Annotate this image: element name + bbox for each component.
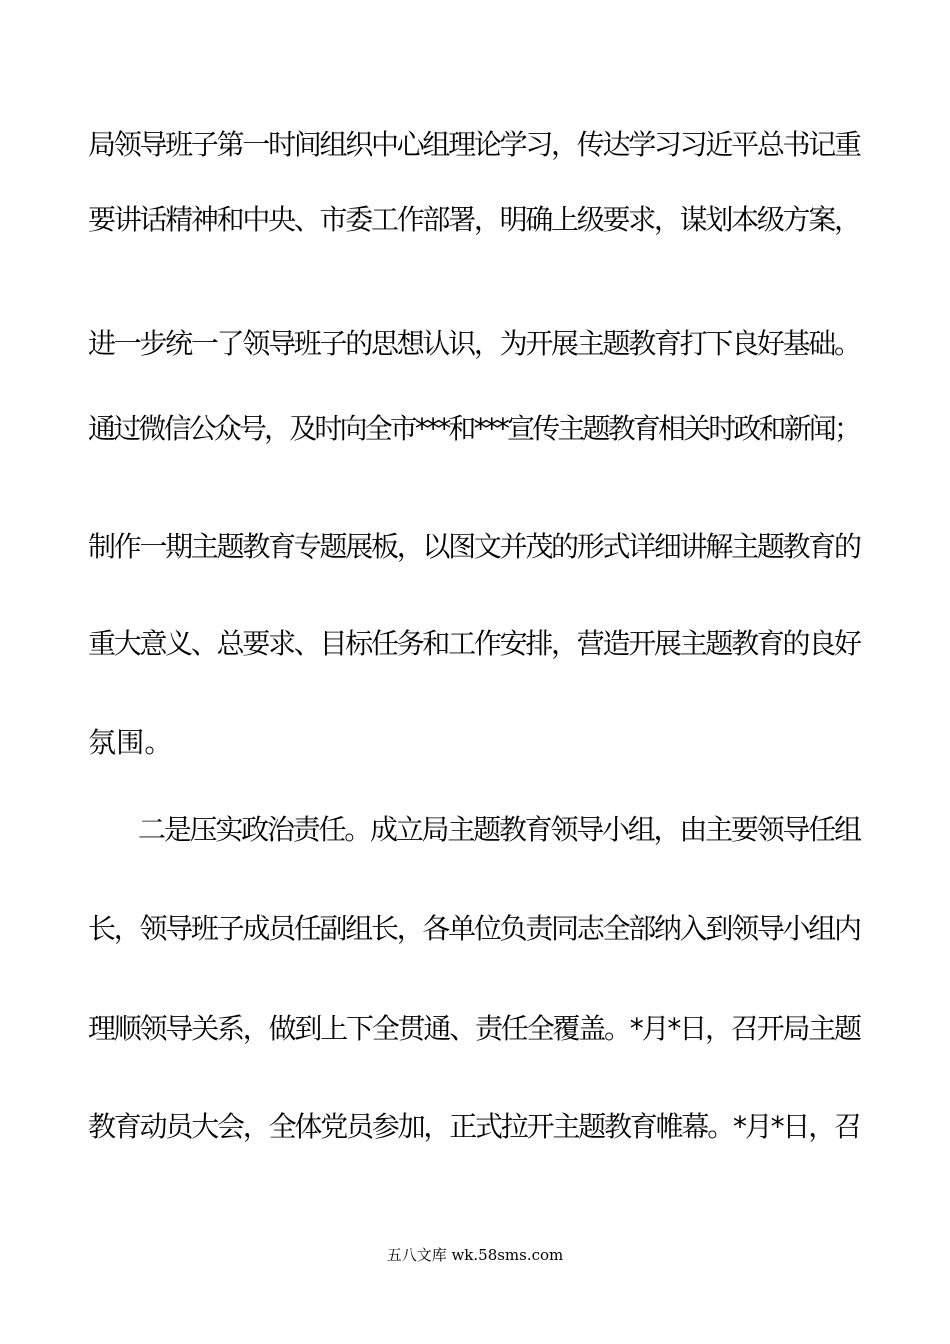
paragraph-line-9: 长，领导班子成员任副组长，各单位负责同志全部纳入到领导小组内: [88, 912, 860, 945]
paragraph-line-4: 通过微信公众号，及时向全市***和***宣传主题教育相关时政和新闻；: [88, 412, 860, 445]
paragraph-line-2: 要讲话精神和中央、市委工作部署，明确上级要求，谋划本级方案，: [88, 203, 860, 236]
paragraph-line-10: 理顺领导关系，做到上下全贯通、责任全覆盖。*月*日，召开局主题: [88, 1012, 860, 1045]
paragraph-line-3: 进一步统一了领导班子的思想认识，为开展主题教育打下良好基础。: [88, 327, 860, 360]
paragraph-line-11: 教育动员大会，全体党员参加，正式拉开主题教育帷幕。*月*日，召: [88, 1110, 860, 1143]
paragraph-line-8: 二是压实政治责任。成立局主题教育领导小组，由主要领导任组: [138, 813, 860, 846]
page-footer-watermark: 五八文库 wk.58sms.com: [386, 1246, 564, 1264]
paragraph-line-1: 局领导班子第一时间组织中心组理论学习，传达学习习近平总书记重: [88, 128, 860, 161]
paragraph-line-6: 重大意义、总要求、目标任务和工作安排，营造开展主题教育的良好: [88, 627, 860, 660]
paragraph-line-5: 制作一期主题教育专题展板，以图文并茂的形式详细讲解主题教育的: [88, 530, 860, 563]
paragraph-line-7: 氛围。: [88, 726, 173, 759]
